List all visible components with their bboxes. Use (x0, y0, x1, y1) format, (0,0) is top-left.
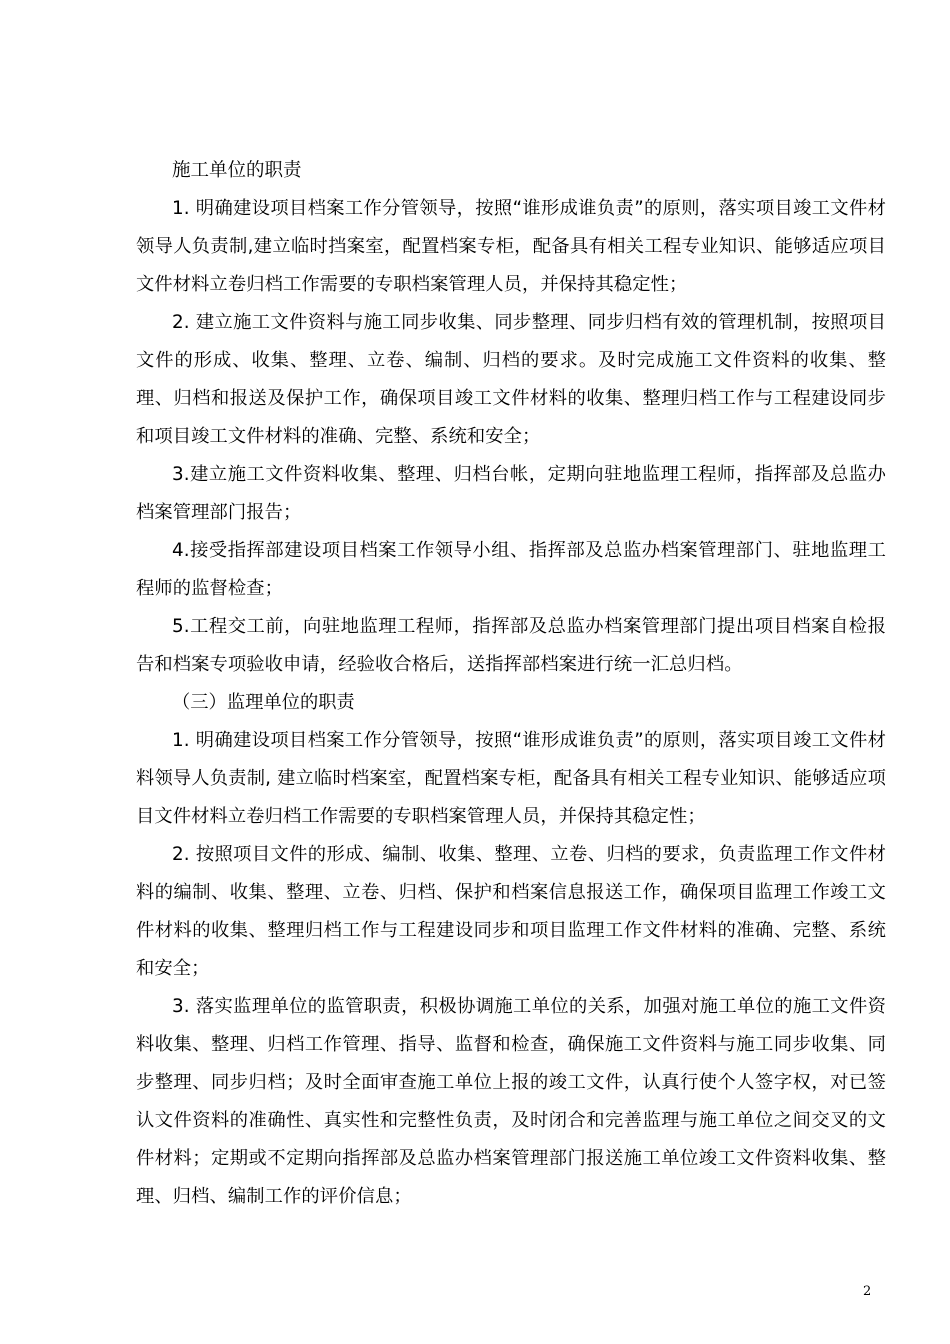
construction-item-4: 4.接受指挥部建设项目档案工作领导小组、指挥部及总监办档案管理部门、驻地监理工程师的监督检查； (136, 540, 886, 599)
supervision-item-1: 1. 明确建设项目档案工作分管领导，按照“谁形成谁负责”的原则，落实项目竣工文件材料领导人负责制, 建立临时档案室，配置档案专柜，配备具有相关工程专业知识、能够适应项目文件材料立卷归档工作需要的专职档案管理人员，并保持其稳定性； (136, 730, 886, 827)
construction-item-3: 3.建立施工文件资料收集、整理、归档台帐，定期向驻地监理工程师，指挥部及总监办档案管理部门报告； (136, 464, 886, 523)
section-heading-supervision: （三）监理单位的职责 (172, 692, 355, 713)
construction-item-5: 5.工程交工前，向驻地监理工程师，指挥部及总监办档案管理部门提出项目档案自检报告和档案专项验收申请，经验收合格后，送指挥部档案进行统一汇总归档。 (136, 616, 886, 675)
page-number: 2 (863, 1284, 872, 1299)
supervision-item-3: 3. 落实监理单位的监管职责，积极协调施工单位的关系，加强对施工单位的施工文件资料收集、整理、归档工作管理、指导、监督和检查，确保施工文件资料与施工同步收集、同步整理、同步归档；及时全面审查施工单位上报的竣工文件，认真行使个人签字权，对已签认文件资料的准确性、真实性和完整性负责，及时闭合和完善监理与施工单位之间交叉的文件材料；定期或不定期向指挥部及总监办档案管理部门报送施工单位竣工文件资料收集、整理、归档、编制工作的评价信息； (136, 996, 886, 1207)
section-heading-construction: 施工单位的职责 (172, 160, 302, 181)
construction-item-2: 2. 建立施工文件资料与施工同步收集、同步整理、同步归档有效的管理机制，按照项目文件的形成、收集、整理、立卷、编制、归档的要求。及时完成施工文件资料的收集、整理、归档和报送及保护工作，确保项目竣工文件材料的收集、整理归档工作与工程建设同步和项目竣工文件材料的准确、完整、系统和安全； (136, 312, 886, 447)
supervision-item-2: 2. 按照项目文件的形成、编制、收集、整理、立卷、归档的要求，负责监理工作文件材料的编制、收集、整理、立卷、归档、保护和档案信息报送工作，确保项目监理工作竣工文件材料的收集、整理归档工作与工程建设同步和项目监理工作文件材料的准确、完整、系统和安全； (136, 844, 886, 979)
document-body (136, 152, 886, 1216)
construction-item-1: 1. 明确建设项目档案工作分管领导，按照“谁形成谁负责”的原则，落实项目竣工文件材领导人负责制,建立临时挡案室，配置档案专柜，配备具有相关工程专业知识、能够适应项目文件材料立卷归档工作需要的专职档案管理人员，并保持其稳定性； (136, 198, 886, 295)
